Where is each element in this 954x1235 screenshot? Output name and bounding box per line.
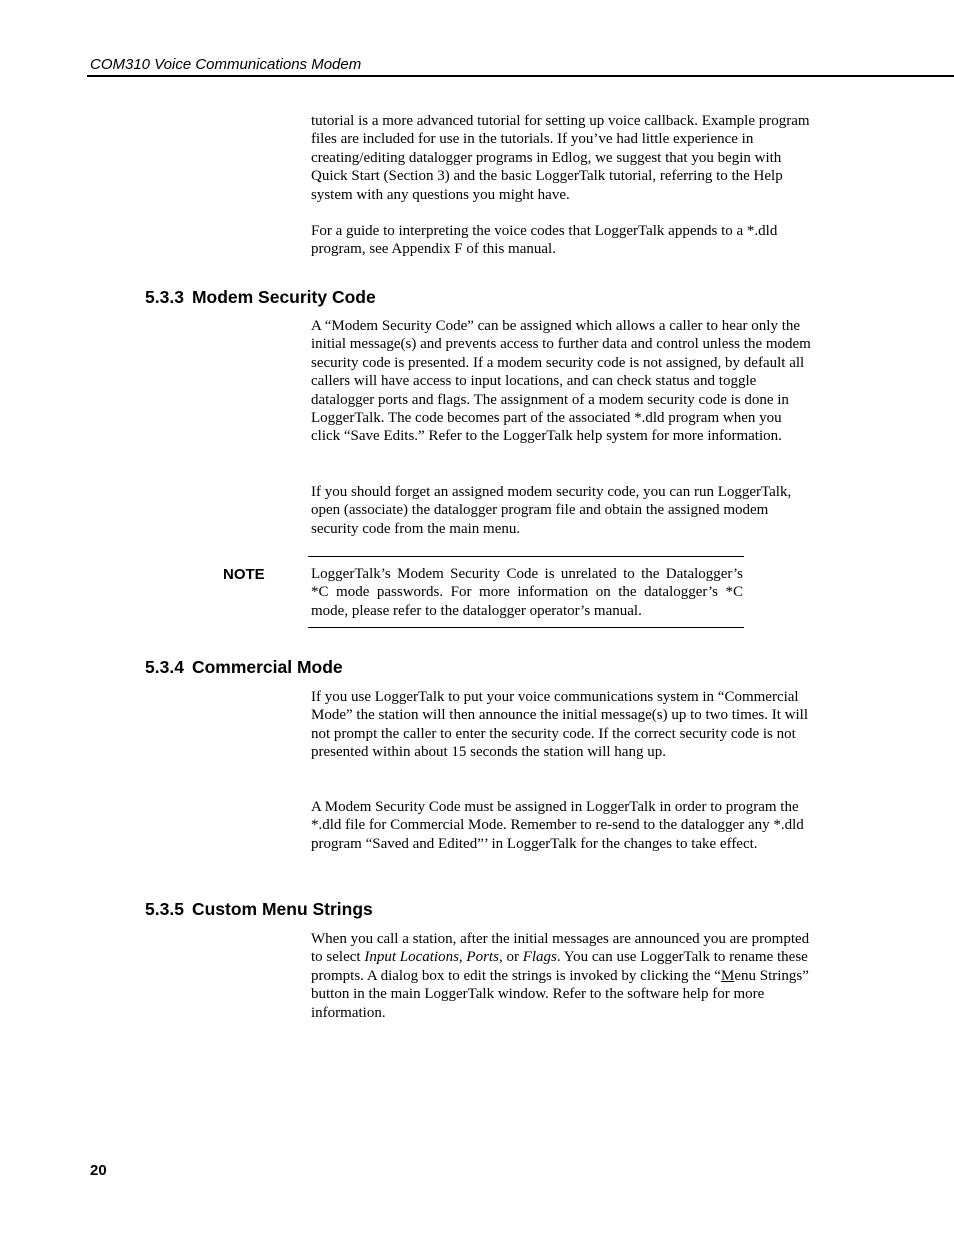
section-heading-5-3-3 (145, 287, 376, 308)
term-ports: Ports (466, 949, 499, 966)
separator: , (458, 949, 467, 966)
text-run: button in the main LoggerTalk window. Refer to the software help for more information. (311, 986, 765, 1021)
note-top-rule (308, 556, 744, 557)
header-rule (87, 75, 954, 77)
security-paragraph-1 (311, 317, 811, 446)
term-flags: Flags (522, 949, 557, 966)
term-input-locations: Input Locations (364, 949, 459, 966)
section-title: Custom Menu Strings (191, 899, 373, 919)
section-number: 5.3.4 (145, 657, 184, 677)
intro-paragraph-2 (311, 222, 811, 259)
text-run: When you call a station, after the initial messages are announced you are prompted to select (311, 931, 810, 966)
separator: , or (498, 949, 523, 966)
text-run: . You can use LoggerTalk to rename these prompts. A dialog box to edit the strings is invoked by clicking the “ (311, 949, 808, 984)
note-bottom-rule (308, 627, 744, 628)
section-title: Modem Security Code (191, 287, 376, 307)
intro-paragraph-1 (311, 112, 811, 204)
running-header: COM310 Voice Communications Modem (90, 56, 362, 73)
commercial-paragraph-2 (311, 798, 811, 853)
security-text-2: If you should forget an assigned modem security code, you can run LoggerTalk, open (associate) the datalogger program file and obtain the assigned modem security code from the main menu. (311, 484, 792, 537)
security-text-1: A “Modem Security Code” can be assigned which allows a caller to hear only the initial message(s) and prevents access to further data and control unless the modem security code is presented. If a modem security code is not assigned, by default all callers will have access to input locations, and can check status and toggle datalogger ports and flags. The assignment of a modem security code is done in LoggerTalk. The code becomes part of the associated *.dld program when you click “Save Edits.” Refer to the LoggerTalk help system for more information. (311, 318, 811, 445)
page-number: 20 (90, 1162, 107, 1179)
intro-text-1: tutorial is a more advanced tutorial for setting up voice callback. Example program files are included for use in the tutorials. If you’ve had little experience in creating/editing datalogger programs in Edlog, we suggest that you begin with Quick Start (Section 3) and the basic LoggerTalk tutorial, referring to the Help system with any questions you might have. (311, 113, 810, 203)
section-number: 5.3.5 (145, 899, 184, 919)
section-heading-5-3-4 (145, 657, 343, 678)
commercial-text-1: If you use LoggerTalk to put your voice communications system in “Commercial Mode” the station will then announce the initial message(s) up to two times. It will not prompt the caller to enter the security code. If the correct security code is not presented within about 15 seconds the station will hang up. (311, 689, 808, 761)
section-heading-5-3-5 (145, 899, 373, 920)
menu-accelerator-letter: M (720, 967, 735, 984)
text-run: enu Strings” (734, 967, 809, 984)
section-number: 5.3.3 (145, 287, 184, 307)
section-title: Commercial Mode (191, 657, 343, 677)
menu-strings-paragraph (311, 930, 811, 1022)
menu-strings-text (311, 930, 811, 1022)
note-text (311, 565, 743, 620)
intro-text-2: For a guide to interpreting the voice codes that LoggerTalk appends to a *.dld program, see Appendix F of this manual. (311, 223, 778, 258)
note-label: NOTE (223, 566, 265, 583)
note-body: LoggerTalk’s Modem Security Code is unrelated to the Datalogger’s *C mode passwords. For more information on the datalogger’s *C mode, please refer to the datalogger operator’s manual. (311, 566, 743, 619)
commercial-paragraph-1 (311, 688, 811, 762)
commercial-text-2: A Modem Security Code must be assigned in LoggerTalk in order to program the *.dld file for Commercial Mode. Remember to re-send to the datalogger any *.dld program “Saved and Edited”’ in LoggerTalk for the changes to take effect. (311, 799, 804, 852)
security-paragraph-2 (311, 483, 811, 538)
